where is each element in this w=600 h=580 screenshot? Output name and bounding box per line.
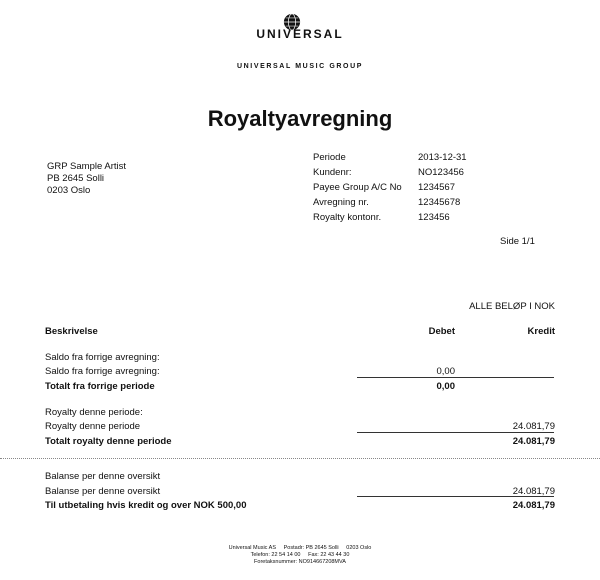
- recipient-address: [47, 161, 126, 197]
- meta-row-avregning: [313, 195, 467, 210]
- header-debit: Debet: [428, 326, 455, 337]
- meta-label: Royalty kontonr.: [313, 212, 382, 223]
- footer-line: Foretaksnummer: NO914667208MVA: [254, 559, 346, 565]
- meta-value: 2013-12-31: [418, 152, 467, 163]
- section2-line-credit: 24.081,79: [512, 421, 555, 432]
- address-line: PB 2645 Solli: [47, 173, 105, 184]
- logo-subtitle: UNIVERSAL MUSIC GROUP: [236, 63, 364, 70]
- section2-line: Royalty denne periode: [45, 421, 141, 432]
- section2-total-credit: 24.081,79: [512, 436, 555, 447]
- meta-label: Kundenr:: [313, 167, 352, 178]
- footer-line: Telefon: 22 54 14 00 Fax: 22 43 44 30: [250, 552, 350, 558]
- section3-total-label: Til utbetaling hvis kredit og over NOK 500,00: [45, 500, 247, 511]
- address-line: 0203 Oslo: [47, 185, 91, 196]
- section1-line: Saldo fra forrige avregning:: [45, 366, 160, 377]
- section2-rule: [357, 432, 554, 433]
- meta-value: 123456: [418, 212, 450, 223]
- section1-heading: Saldo fra forrige avregning:: [45, 352, 160, 363]
- page-number: Side 1/1: [500, 236, 535, 247]
- header-description: Beskrivelse: [45, 326, 98, 337]
- footer-line: Universal Music AS Postadr: PB 2645 Solli 0203 Oslo: [228, 545, 372, 551]
- section1-line-debit: 0,00: [436, 366, 455, 377]
- meta-label: Payee Group A/C No: [313, 182, 402, 193]
- meta-label: Periode: [313, 152, 346, 163]
- section3-rule: [357, 496, 554, 497]
- meta-row-payee: [313, 180, 467, 195]
- document-title: Royaltyavregning: [207, 106, 393, 131]
- meta-row-periode: [313, 150, 467, 165]
- section1-total-label: Totalt fra forrige periode: [45, 381, 155, 392]
- meta-value: 1234567: [418, 182, 455, 193]
- meta-row-kontonr: [313, 210, 467, 225]
- section3-total-credit: 24.081,79: [512, 500, 555, 511]
- meta-row-kundenr: [313, 165, 467, 180]
- section1-rule: [357, 377, 554, 378]
- section2-heading: Royalty denne periode:: [45, 407, 143, 418]
- logo-wordmark: UNIVERSAL: [256, 27, 344, 41]
- header-credit: Kredit: [527, 326, 555, 337]
- section1-total-debit: 0,00: [436, 381, 455, 392]
- address-line: GRP Sample Artist: [47, 161, 127, 172]
- statement-meta: [313, 150, 467, 225]
- meta-label: Avregning nr.: [313, 197, 369, 208]
- meta-value: NO123456: [418, 167, 464, 178]
- section3-line: Balanse per denne oversikt: [45, 486, 161, 497]
- section3-heading: Balanse per denne oversikt: [45, 471, 161, 482]
- dotted-separator: [0, 458, 600, 459]
- section3-line-credit: 24.081,79: [512, 486, 555, 497]
- currency-note: ALLE BELØP I NOK: [469, 301, 555, 312]
- footer: [0, 545, 600, 566]
- meta-value: 12345678: [418, 197, 461, 208]
- section2-total-label: Totalt royalty denne periode: [45, 436, 172, 447]
